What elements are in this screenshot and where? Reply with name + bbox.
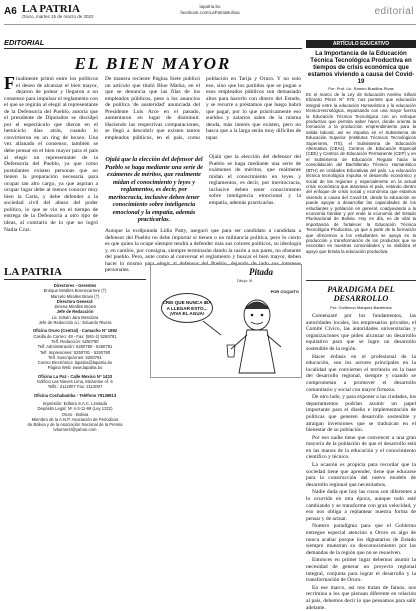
staff-line: Correo Electrónico: lapatria@lapatria.bo (37, 360, 113, 366)
article-byline: Por: Prof. Lic. Ramiro Bustillos Rivas (328, 86, 394, 91)
staff-list (4, 283, 146, 433)
staff-line: Oficina Oruro (Central) - Camacho N° 1892 (32, 328, 118, 334)
article-body: En el marco de la Ley de Educación Avelino Siñani Elizardo Pérez N° 070, nos permite que educación integral entre la educación Humanística y la educación técnica-tecnológica, impulsando con una mayor fuerza la Educación Técnica Tecnológica con un enfoque productivo que permita saber hacer, donde orienta la formación a la producción emprendimiento para la salida laboral, así se impulsa en el Subsistema de Educación Superior (Institutos Técnicos Tecnológicos Superiores, ITS), el Subsistema de Educación Alternativa (CEAs), Centros de Educación Especial (CEE) y Centros de Educación Permanente (CEP) y en el Subsistema de Educación Regular hacia la consolidación del Bachillerato Técnico Humanístico (BTH) en Unidades Educativas del país. La educación técnica tecnológica impulsa el desarrollo económico y social de las regiones y especialmente en la actual crisis económica que atraviesa el país, estando dentro del enfoque de crisis social y económica que estamos viviendo a causa del Covid-19, desde la educación se puede apoyar a desarrollar las capacidades de los estudiantes y población en general, coadyuvando a la economía familiar y por ende la economía del Estado Plurinacional de Bolivia. Hoy en día, es de vital la importancia de fortalecer la Educación Técnica Tecnológica Productiva, ya que a partir de la formación que ofrecemos a los estudiantes se apoya en la producción y transformación de los productos que se necesitan en nuestras comunidades y se visibiliza el apoyo que brinda la educación productiva. (306, 92, 416, 254)
masthead-name: LA PATRIA (22, 3, 80, 15)
staff-line: Depósito Legal: Nº 4-3-11-99 (Ley 1322) (37, 406, 113, 412)
header-contact (160, 4, 260, 16)
page-header (0, 0, 420, 38)
editorial-label: EDITORIAL (4, 38, 45, 47)
staff-line: Casilla de Correo: 48 - Fax: (591-2) 5250781 (33, 333, 117, 339)
staff-line: de Bolivia y de la Asociación Nacional de la Prensa (27, 422, 123, 428)
paradigm-paragraph: Hacer énfasis en el profesional de la educación, son los actores principales en la localidad que convierten el territorio en la base del desarrollo regional, siempre y cuando se comprometan a promover el desarrollo comunitario y social con mayor firmeza. (306, 353, 416, 393)
staff-line: Jefe de Redacción a.i.: Eduardo Rivera (38, 320, 112, 326)
staff-line: Directores - Gerentes (53, 283, 97, 288)
staff-line: Miembro de la A.N.P. Asociación de Periódicos (31, 416, 119, 422)
staff-box (4, 266, 146, 530)
staff-masthead: LA PATRIA (4, 266, 146, 280)
staff-line: Jefe de Redacción (56, 309, 94, 315)
editorial-column-1 (4, 73, 98, 260)
article-title: La Importancia de la Educación Técnica Tecnológica Productiva en tiempos de crisis económica que estamos viviendo a causa del Covid-19 (307, 50, 415, 85)
editorial-col1-text: inalmente primó entre los políticos el deseo de alcanzar el bien mayor, dejaron de polear y llegaron a un consenso para impulsar el reglamento con el que se regirán al elegir al representante de la Defensoría del Pueblo, autoría que el presidente de Diputados se discúlpó por el espectáculo que dieron en el hemiciclo días atrás, cuando lo convirtieron en un ring de boxeo. Una vez allanado el consenso, también se debe pensar en el bien mayor para el país al elegir un representante de la Defensoría del Pueblo, ya que como postulantes existen personas que no tienen la preparación necesaria para ocupar tan alto cargo, ya que aspiran a ocupar lugar debe al menos conocer muy bien la Carta, y debe defender a la sociedad civil del abuso del poder político, lo que se vio en el tiempo de entrega de la Defensoría a otro tipo de ideas, al contrario de lo que no logró Nadia Cruz. (4, 76, 98, 233)
paradigm-byline: Por: Guillermo Marquez Barrientos (330, 305, 392, 310)
masthead-date: Oruro, martes 15 de marzo de 2022 (22, 14, 94, 19)
paradigm-paragraph: En ese marco, así nos tratan de fatuos, nos recrimina a los que piensan diferente en relación al país, debemos decir lo que pensamos para salir adelante. (306, 584, 416, 611)
column-divider (306, 280, 416, 281)
staff-line: Enrique Miralles Bonnecarrere (†) (43, 288, 107, 294)
editorial-title: EL BIEN MAYOR (74, 54, 232, 73)
staff-line: Edificio Las Nieves Lima, Mezanine of. 6 (37, 379, 113, 385)
staff-line: Directora General: (56, 298, 94, 304)
paradigm-title: PARADIGMA DEL DESARROLLO (327, 285, 395, 303)
article-section-bar: ARTÍCULO EDUCATIVO (306, 40, 416, 48)
staff-line: Telfs.: 2112007 Fax: 2112007 (47, 384, 103, 390)
editorial-col2-bottom: Aunque la exdiputada Lidia Patty, aseguró que para ser candidato a candidata a defensor del Pueblo no debe importar si tienen o no militancia política, pero lo cierto es que quien la ocupe siempre tendrá a defender más sus colores políticos, su ideología y, en cambio, por consigna, siempre terminarán dando la razón a sus pares, no obstante del pueblo. Pero, ante como al conversar el reglamento y buscar el bien mayor, deben hacer lo mismo para elegir al defensor del Pueblo, dejando de lado sus intereses personales. (105, 228, 301, 274)
paradigm-body (306, 313, 417, 611)
staff-line: Oficina Cochabamba - Teléfono 79139913 (33, 392, 117, 398)
staff-line: Telf. Administración: 5250780 - 5250781 (37, 344, 113, 350)
right-column (306, 40, 417, 611)
staff-line: Telf. Impresiones: 5250781 - 5250780 (39, 349, 111, 355)
cartoon-signature: Pitada (249, 267, 273, 277)
editorial-col2-right: Ojalá que la elección del defensor del Pueblo se haga mediante una serie de exámenes de méritos, que realmente midan el conocimiento en leyes y reglamentos, es decir, por meritocracia, inclusive deben tener conocimiento sobre inteligencia emocional y la empatía, además practicarlas. (209, 154, 301, 206)
drop-cap: F (4, 73, 15, 93)
staff-line: Telf. Suscripciones: 5250781 (48, 354, 102, 360)
paradigm-paragraph: La ocasión es propicia para recordar que la sociedad tiene que aprender, tiene que educarse para la construcción del nuevo modelo de desarrollo regional que necesitamos. (306, 462, 416, 488)
paradigm-paragraph: Nuestro paradigma para que el Gobierno entregue especial atención a Oruro es algo de nunca acabar porque los dignatarios de Estado siempre muestran su desconocimiento por las demandas de la región que no se resuelven. (306, 523, 416, 556)
staff-line: Telf. Redacción: 5250780 (51, 338, 99, 344)
editorial-divider (4, 48, 302, 49)
staff-line: Impresión: Editora S.A.C. Limitada (42, 400, 108, 406)
page-number: A6 (4, 6, 17, 17)
staff-line: lvburnersl@yahoo.com (53, 427, 97, 433)
cartoon-author-tag: POR COQUITO (270, 289, 299, 294)
section-name: editorial (374, 6, 414, 17)
paradigm-paragraph: Comenzaré por los fundamentos, las autoridades locales, los empresarios privados, el Comité Cívico, las autoridades universitarias y organizaciones que piden alcanzar un desarrollo equitativo para que se logre un desarrollo sostenible de la región. (306, 313, 416, 352)
staff-line: Oruro - Bolivia (61, 411, 89, 417)
editorial-pull-quote: Ojalá que la elección del defensor del Pueblo se haga mediante una serie de exámenes de méritos, que realmente midan el conocimiento y leyes y reglamentos, es decir, por meritocracia, inclusive deben tener conocimiento sobre inteligencia emocional y la empatía, además practicarlas. (105, 156, 203, 223)
cartoon (150, 264, 302, 378)
paradigm-paragraph: Entonces en primer lugar debemos asumir la necesidad de generar un proyecto regional integral, conjunta para lograr el desarrollo y la transformación de Oruro. (306, 557, 416, 584)
staff-line: Oficina La Paz - Calle Mexico N° 1433 (37, 373, 113, 379)
paradigm-paragraph: Nadie duda que hoy las cosas son diferentes a lo ocurrido en otra época, aunque todo esté cambiando y se transforme con gran velocidad, y eso nos obliga a replantear nuestra forma de pensar y de actuar. (306, 489, 416, 522)
editorial-col2-top: De manera reciente Página Siete publicó un artículo que tituló Blue Marka, en el que se denuncia que las filas de los empleados públicos, pese a los anuncios de política 'de austeridad' anunciada del Presidente Luis Arce en el pasado, aumentaron en lugar de disminuir. Haciendo las respectivas comparaciones, se llegó a descubrir que existen tantos empleados públicos, en el país, como población en Tarija y Oruro. Y no solo eso, sino que los partidos que se pugan a esos empleados públicos son demasiado altos para hacerlo con dinero del Estado, y se recurre a préstamos que luego habrá que pagar, por lo que prácticamente eso sueldos y salarios salen de la misma deuda, más interés que existen, pero no basca que a la larga serán muy difíciles de tapar. (105, 76, 301, 141)
staff-line: Jimena Miralles Brown (53, 304, 97, 310)
paradigm-paragraph: De otro lado, y para exponer a las ciudades, los departamentos podrían asumir un papel importante para el diseño e implementación de políticas que generen desarrollo sostenible y atraigan inversiones que se traduzcan en el bienestar de su población. (306, 394, 417, 434)
staff-line: Página Web: www.lapatria.bo (47, 365, 103, 371)
cartoon-credit: Dibujo: M. (237, 279, 254, 283)
staff-line: Marcelo Miralles Bravo (†) (50, 293, 100, 299)
cartoon-speech-bubble: CREI QUE NUNCA IBA A LLEGAR ESTO... ¡VIVA EL AGUA! (161, 293, 213, 323)
header-divider (4, 24, 416, 25)
header-social[interactable]: facebook.com/LaPatriaBolivia (180, 10, 240, 15)
header-website[interactable]: lapatria.bo (199, 4, 221, 9)
staff-line: Lic. Edwin Jara Mendoza (51, 314, 99, 320)
paradigm-paragraph: Por eso nadie tiene que convencer a una gran mayoría de la población de que el desarrollo está en las manos de la educación y el conocimiento científico y técnico. (306, 434, 416, 461)
